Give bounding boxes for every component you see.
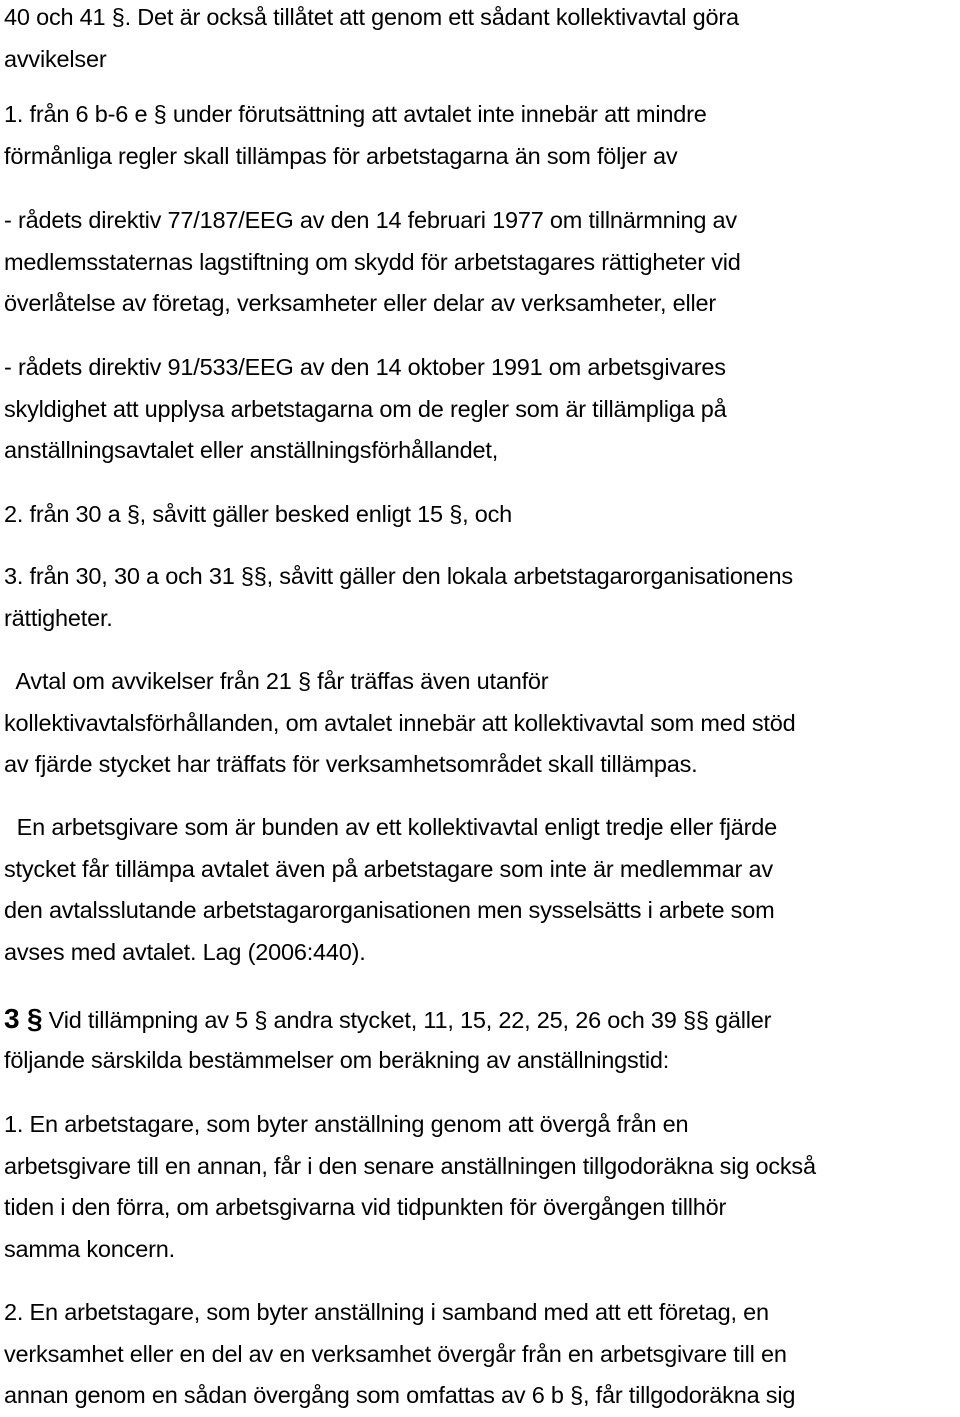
text-line: förmånliga regler skall tillämpas för arbetstagarna än som följer av [4,142,678,169]
text-line: 1. från 6 b-6 e § under förutsättning att avtalet inte innebär att mindre [4,101,707,127]
text-line: avses med avtalet. Lag (2006:440). [4,938,366,965]
text-line: den avtalsslutande arbetstagarorganisationen men sysselsätts i arbete som [4,897,775,923]
text-line: rättigheter. [4,604,113,631]
paragraph-intro [4,0,739,80]
text-line: arbetsgivare till en annan, får i den senare anställningen tillgodoräkna sig också [4,1152,816,1179]
section-3 [4,998,771,1081]
text-line: tiden i den förra, om arbetsgivarna vid tidpunkten för övergången tillhör [4,1194,727,1220]
text-line: samma koncern. [4,1235,175,1262]
text-line: annan genom en sådan övergång som omfattas av 6 b §, får tillgodoräkna sig [4,1382,796,1408]
text-line: En arbetsgivare som är bunden av ett kollektivavtal enligt tredje eller fjärde [4,814,777,840]
text-line: - rådets direktiv 91/533/EEG av den 14 oktober 1991 om arbetsgivares [4,354,726,380]
text-line: av fjärde stycket har träffats för verksamhetsområdet skall tillämpas. [4,751,698,777]
list-item-2 [4,494,512,536]
text-line: kollektivavtalsförhållanden, om avtalet innebär att kollektivavtal som med stöd [4,709,796,736]
text-line: Avtal om avvikelser från 21 § får träffas även utanför [4,668,549,694]
text-line: - rådets direktiv 77/187/EEG av den 14 februari 1977 om tillnärmning av [4,207,737,233]
text-line: 1. En arbetstagare, som byter anställning genom att övergå från en [4,1111,689,1137]
section-3-item-1 [4,1104,816,1270]
paragraph-arbetsgivare [4,807,777,973]
text-line: överlåtelse av företag, verksamheter eller delar av verksamheter, eller [4,290,717,316]
text-line: 40 och 41 §. Det är också tillåtet att genom ett sådant kollektivavtal göra [4,4,739,30]
list-item-3 [4,556,793,639]
list-item-1 [4,94,707,177]
text-line: följande särskilda bestämmelser om beräkning av anställningstid: [4,1046,670,1073]
text-line: 2. En arbetstagare, som byter anställning i samband med att ett företag, en [4,1299,769,1325]
directive-77-187 [4,200,741,325]
directive-91-533 [4,347,727,472]
text-line: anställningsavtalet eller anställningsförhållandet, [4,437,499,463]
text-line [4,998,771,1040]
text-line: 3. från 30, 30 a och 31 §§, såvitt gäller den lokala arbetstagarorganisationens [4,563,793,589]
section-text: Vid tillämpning av 5 § andra stycket, 11, 15, 22, 25, 26 och 39 §§ gäller [42,1007,772,1033]
text-line: 2. från 30 a §, såvitt gäller besked enligt 15 §, och [4,501,513,527]
text-line: medlemsstaternas lagstiftning om skydd för arbetstagares rättigheter vid [4,248,741,275]
text-line: skyldighet att upplysa arbetstagarna om de regler som är tillämpliga på [4,395,727,422]
text-line: verksamhet eller en del av en verksamhet övergår från en arbetsgivare till en [4,1340,787,1367]
text-line: stycket får tillämpa avtalet även på arbetstagare som inte är medlemmar av [4,855,773,882]
paragraph-avvikelser [4,661,795,786]
section-3-item-2 [4,1292,795,1417]
section-number: 3 § [4,1003,43,1034]
text-line: avvikelser [4,45,107,72]
